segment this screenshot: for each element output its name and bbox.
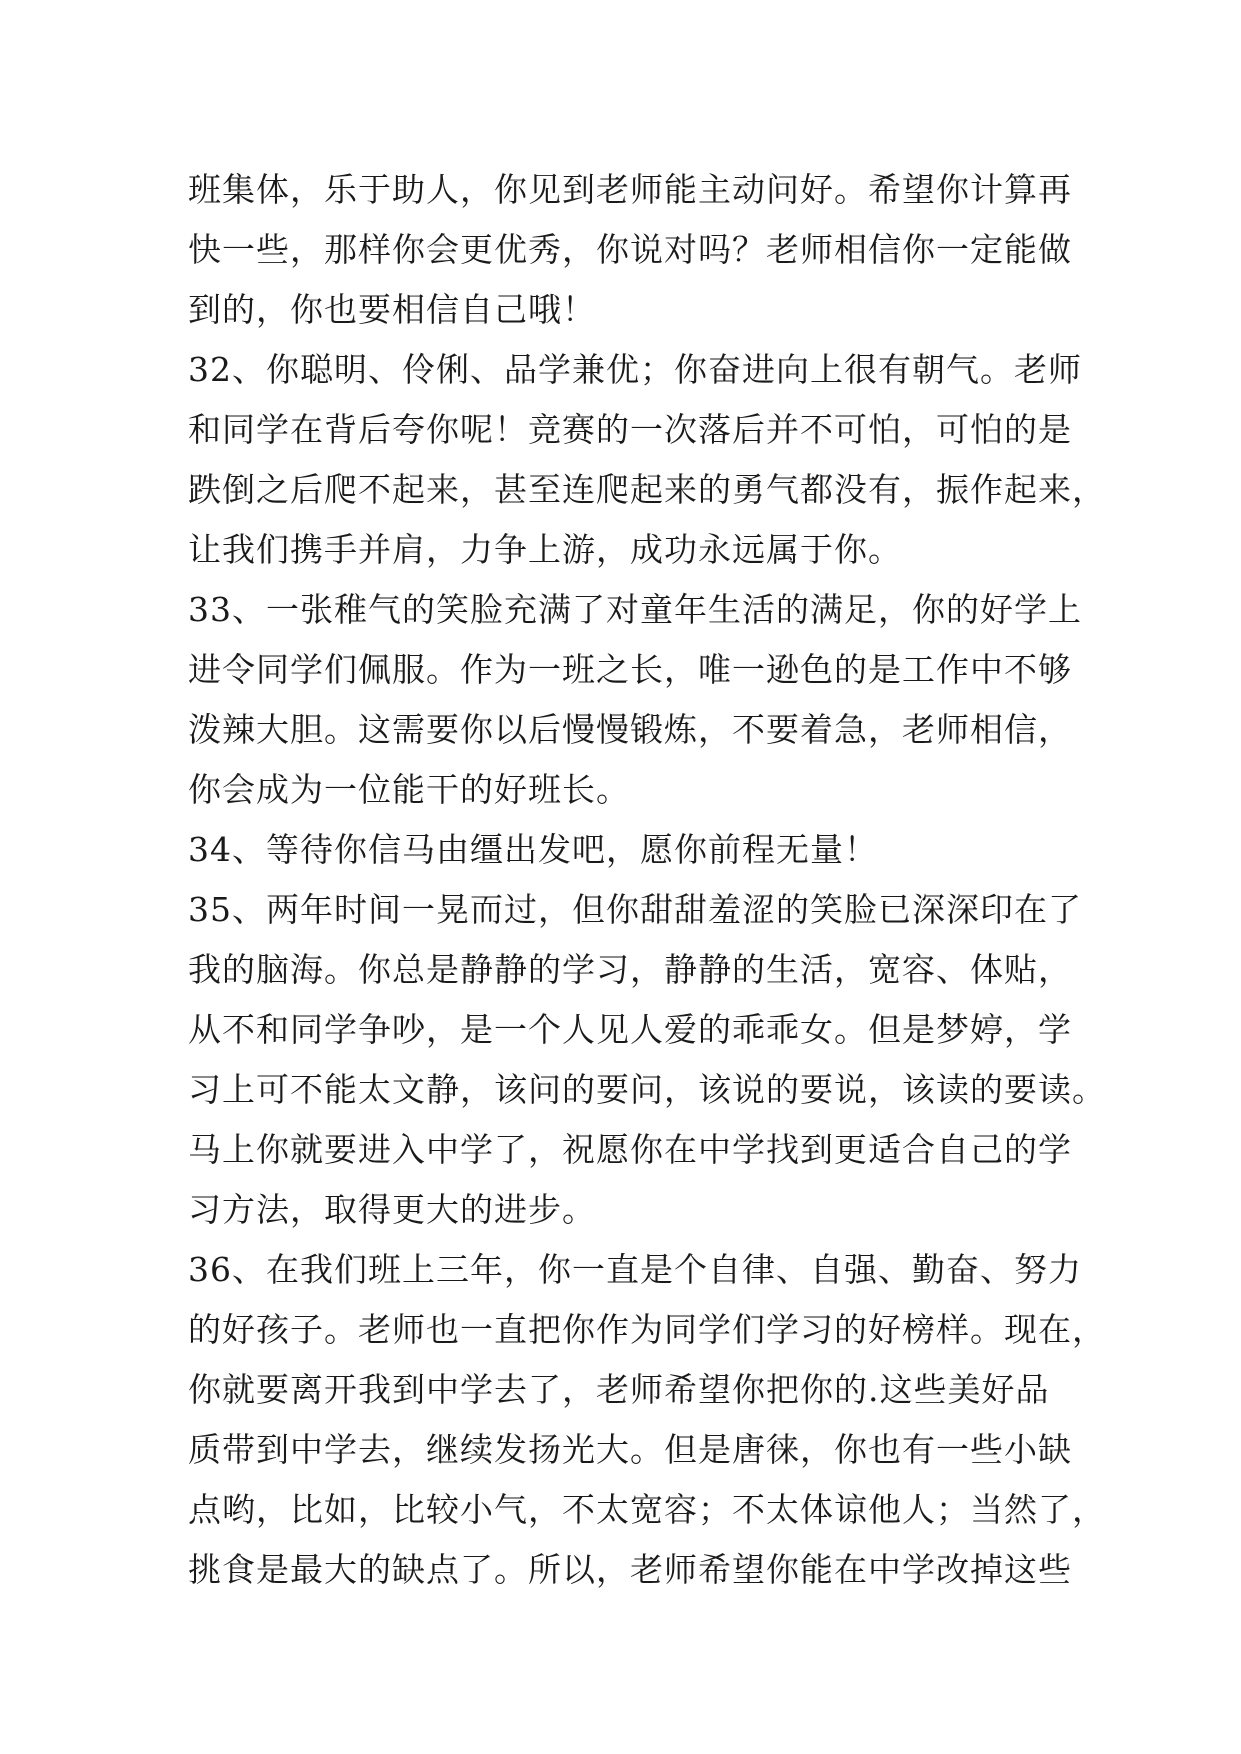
text-line: 班集体，乐于助人，你见到老师能主动问好。希望你计算再 — [188, 170, 1072, 209]
text-line: 从不和同学争吵，是一个人见人爱的乖乖女。但是梦婷，学 — [188, 1010, 1072, 1049]
text-line: 泼辣大胆。这需要你以后慢慢锻炼，不要着急，老师相信， — [188, 710, 1072, 749]
text-line: 34、等待你信马由缰出发吧，愿你前程无量！ — [188, 830, 878, 869]
text-line: 你就要离开我到中学去了，老师希望你把你的.这些美好品 — [188, 1370, 1050, 1409]
text-line: 质带到中学去，继续发扬光大。但是唐徕，你也有一些小缺 — [188, 1430, 1072, 1469]
text-line: 33、一张稚气的笑脸充满了对童年生活的满足，你的好学上 — [188, 590, 1082, 629]
text-line: 点哟，比如，比较小气，不太宽容；不太体谅他人；当然了， — [188, 1490, 1106, 1529]
document-text — [188, 160, 1106, 1600]
text-line: 36、在我们班上三年，你一直是个自律、自强、勤奋、努力 — [188, 1250, 1082, 1289]
text-line: 的好孩子。老师也一直把你作为同学们学习的好榜样。现在， — [188, 1310, 1106, 1349]
text-line: 马上你就要进入中学了，祝愿你在中学找到更适合自己的学 — [188, 1130, 1072, 1169]
text-line: 习上可不能太文静，该问的要问，该说的要说，该读的要读。 — [188, 1070, 1106, 1109]
text-line: 快一些，那样你会更优秀，你说对吗？老师相信你一定能做 — [188, 230, 1072, 269]
text-line: 挑食是最大的缺点了。所以，老师希望你能在中学改掉这些 — [188, 1550, 1072, 1589]
text-line: 32、你聪明、伶俐、品学兼优；你奋进向上很有朝气。老师 — [188, 350, 1082, 389]
text-line: 我的脑海。你总是静静的学习，静静的生活，宽容、体贴， — [188, 950, 1072, 989]
text-line: 35、两年时间一晃而过，但你甜甜羞涩的笑脸已深深印在了 — [188, 890, 1082, 929]
text-line: 和同学在背后夸你呢！竞赛的一次落后并不可怕，可怕的是 — [188, 410, 1072, 449]
text-line: 让我们携手并肩，力争上游，成功永远属于你。 — [188, 530, 902, 569]
text-line: 习方法，取得更大的进步。 — [188, 1190, 596, 1229]
text-line: 你会成为一位能干的好班长。 — [188, 770, 630, 809]
text-line: 到的，你也要相信自己哦！ — [188, 290, 596, 329]
text-line: 跌倒之后爬不起来，甚至连爬起来的勇气都没有，振作起来， — [188, 470, 1106, 509]
text-line: 进令同学们佩服。作为一班之长，唯一逊色的是工作中不够 — [188, 650, 1072, 689]
